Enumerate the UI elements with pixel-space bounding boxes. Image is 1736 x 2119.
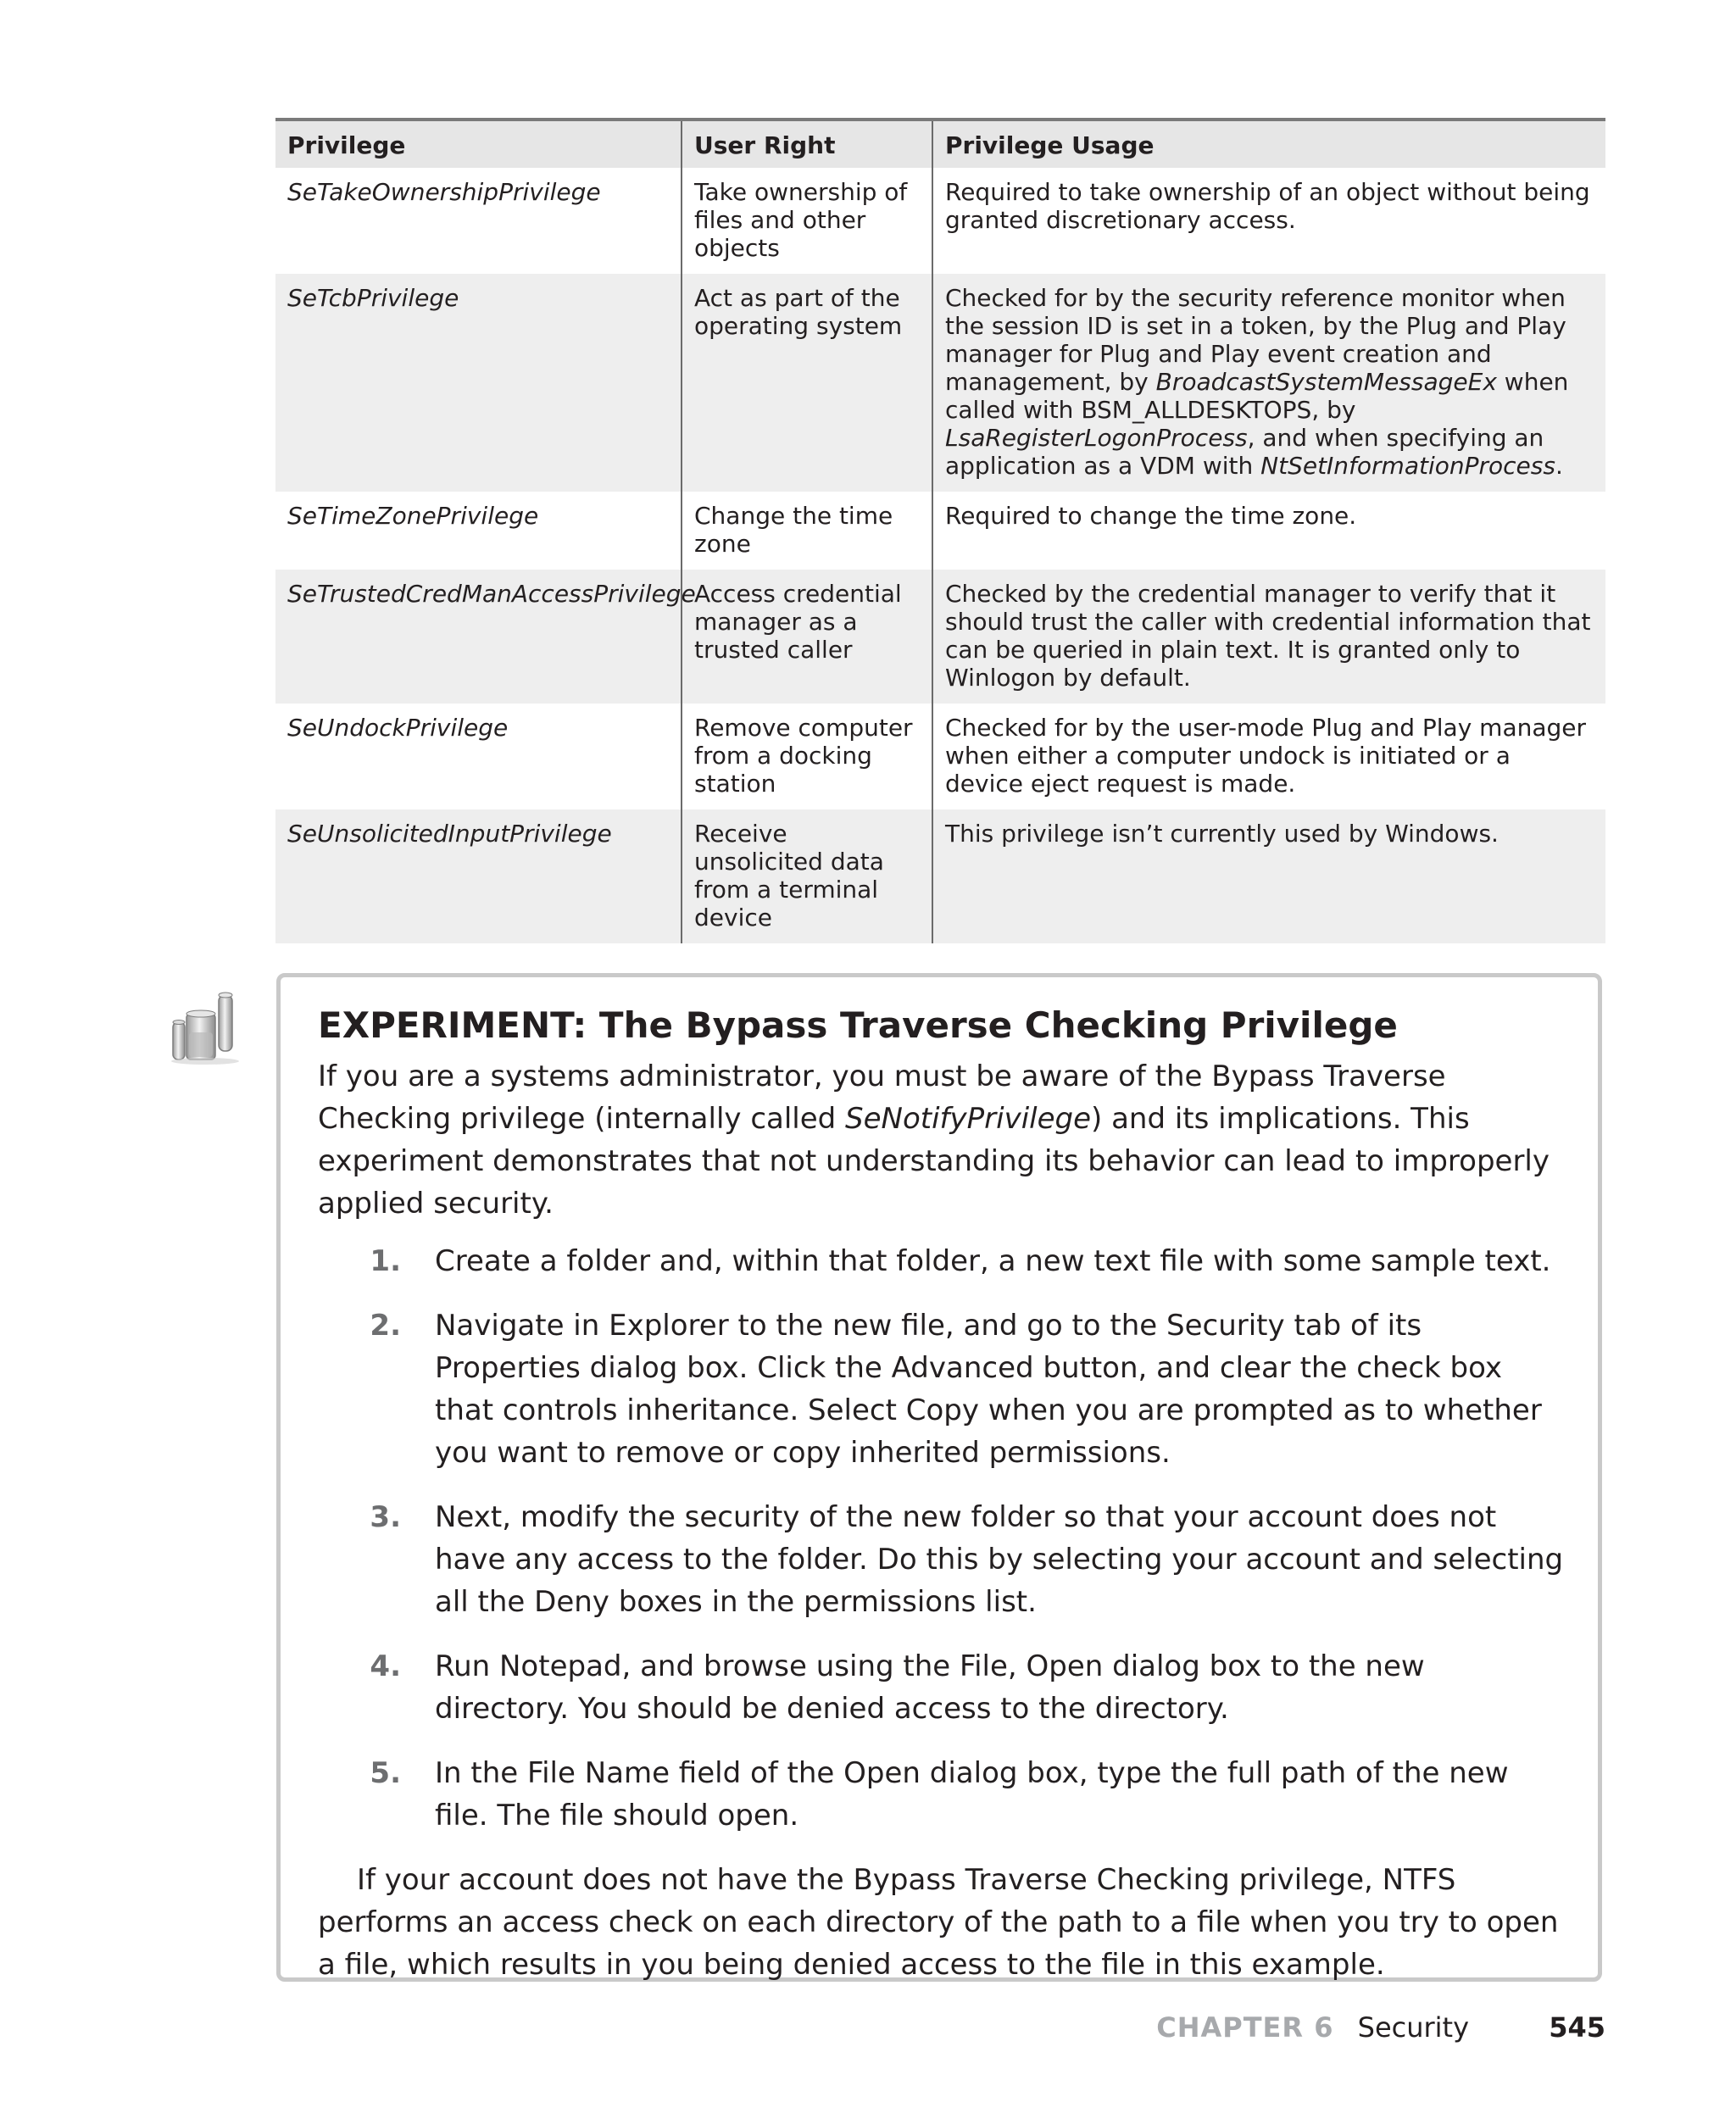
intro-privilege-name: SeNotifyPrivilege (845, 1102, 1092, 1136)
privilege-usage: Checked for by the user-mode Plug and Play manager when either a computer undock is initiated or a device eject request is made. (932, 704, 1605, 809)
privilege-name: SeUnsolicitedInputPrivilege (275, 809, 682, 943)
step-text: Navigate in Explorer to the new file, and go to the Security tab of its Properties dialog box. Click the Advanced button, and clear the check box that controls inheritance. Select Copy when you are prompted as to whether you want to remove or copy inherited permissions. (435, 1309, 1542, 1470)
table-row (275, 168, 1605, 274)
step-text: Run Notepad, and browse using the File, Open dialog box to the new directory. You should be denied access to the directory. (435, 1649, 1425, 1726)
step-text: Next, modify the security of the new folder so that your account does not have any access to the folder. Do this by selecting your account and selecting all the Deny boxes in the permissions list. (435, 1500, 1564, 1619)
privilege-name: SeTimeZonePrivilege (275, 492, 682, 570)
privilege-usage: This privilege isn’t currently used by Windows. (932, 809, 1605, 943)
list-item (318, 1496, 1564, 1623)
privilege-name: SeTcbPrivilege (275, 274, 682, 492)
user-right: Remove computer from a docking station (682, 704, 932, 809)
privilege-usage: Checked by the credential manager to verify that it should trust the caller with credential information that can be queried in plain text. It is granted only to Winlogon by default. (932, 570, 1605, 704)
privilege-usage (932, 274, 1605, 492)
step-text: In the File Name field of the Open dialog box, type the full path of the new file. The file should open. (435, 1756, 1509, 1833)
user-right: Receive unsolicited data from a terminal device (682, 809, 932, 943)
function-name: NtSetInformationProcess (1260, 452, 1555, 480)
list-item (318, 1752, 1564, 1837)
privilege-usage: Required to take ownership of an object without being granted discretionary access. (932, 168, 1605, 274)
table-row (275, 809, 1605, 943)
experiment-steps (318, 1240, 1564, 1837)
header-user-right: User Right (682, 120, 932, 168)
page-footer (1156, 2011, 1605, 2044)
privilege-name: SeTrustedCredManAccessPrivilege (275, 570, 682, 704)
chapter-label: CHAPTER 6 (1156, 2011, 1334, 2044)
step-number: 2. (370, 1309, 401, 1343)
table-row (275, 492, 1605, 570)
list-item (318, 1240, 1564, 1282)
function-name: BroadcastSystemMessageEx (1155, 368, 1497, 396)
user-right: Change the time zone (682, 492, 932, 570)
step-number: 5. (370, 1756, 401, 1790)
table-header-row (275, 120, 1605, 168)
user-right: Act as part of the operating system (682, 274, 932, 492)
table-row (275, 570, 1605, 704)
intro-text: If you are a systems administrator, you must be aware of the Bypass Traverse Checking privilege (internally called (318, 1060, 1446, 1136)
page-number: 545 (1549, 2011, 1605, 2044)
header-privilege: Privilege (275, 120, 682, 168)
step-number: 4. (370, 1649, 401, 1683)
usage-text: Checked for by the security reference monitor when the session ID is set in a token, by the Plug and Play manager for Plug and Play event creation and management, by (945, 284, 1566, 396)
privilege-name: SeUndockPrivilege (275, 704, 682, 809)
lab-beakers-icon (168, 990, 241, 1066)
usage-text: . (1555, 452, 1563, 480)
function-name: LsaRegisterLogonProcess (945, 424, 1248, 452)
header-privilege-usage: Privilege Usage (932, 120, 1605, 168)
experiment-intro (318, 1055, 1564, 1225)
experiment-conclusion: If your account does not have the Bypass Traverse Checking privilege, NTFS performs an access check on each directory of the path to a file when you try to open a file, which results in you being denied access to the file in this example. (318, 1863, 1559, 1982)
step-number: 3. (370, 1500, 401, 1534)
list-item (318, 1645, 1564, 1730)
table-row (275, 274, 1605, 492)
list-item (318, 1304, 1564, 1474)
user-right: Access credential manager as a trusted caller (682, 570, 932, 704)
experiment-title: EXPERIMENT: The Bypass Traverse Checking Privilege (318, 1004, 1398, 1046)
intro-text: ) and its implications. This experiment demonstrates that not understanding its behavior can lead to improperly applied security. (318, 1102, 1550, 1221)
privilege-table (275, 118, 1605, 943)
experiment-sidebar (276, 973, 1602, 1982)
table-row (275, 704, 1605, 809)
privilege-usage: Required to change the time zone. (932, 492, 1605, 570)
step-number: 1. (370, 1244, 401, 1278)
usage-text: when called with BSM_ALLDESKTOPS, by (945, 368, 1569, 424)
privilege-name: SeTakeOwnershipPrivilege (275, 168, 682, 274)
step-text: Create a folder and, within that folder, a new text file with some sample text. (435, 1244, 1551, 1278)
section-title: Security (1357, 2011, 1470, 2044)
usage-text: , and when specifying an application as a VDM with (945, 424, 1544, 480)
user-right: Take ownership of files and other objects (682, 168, 932, 274)
